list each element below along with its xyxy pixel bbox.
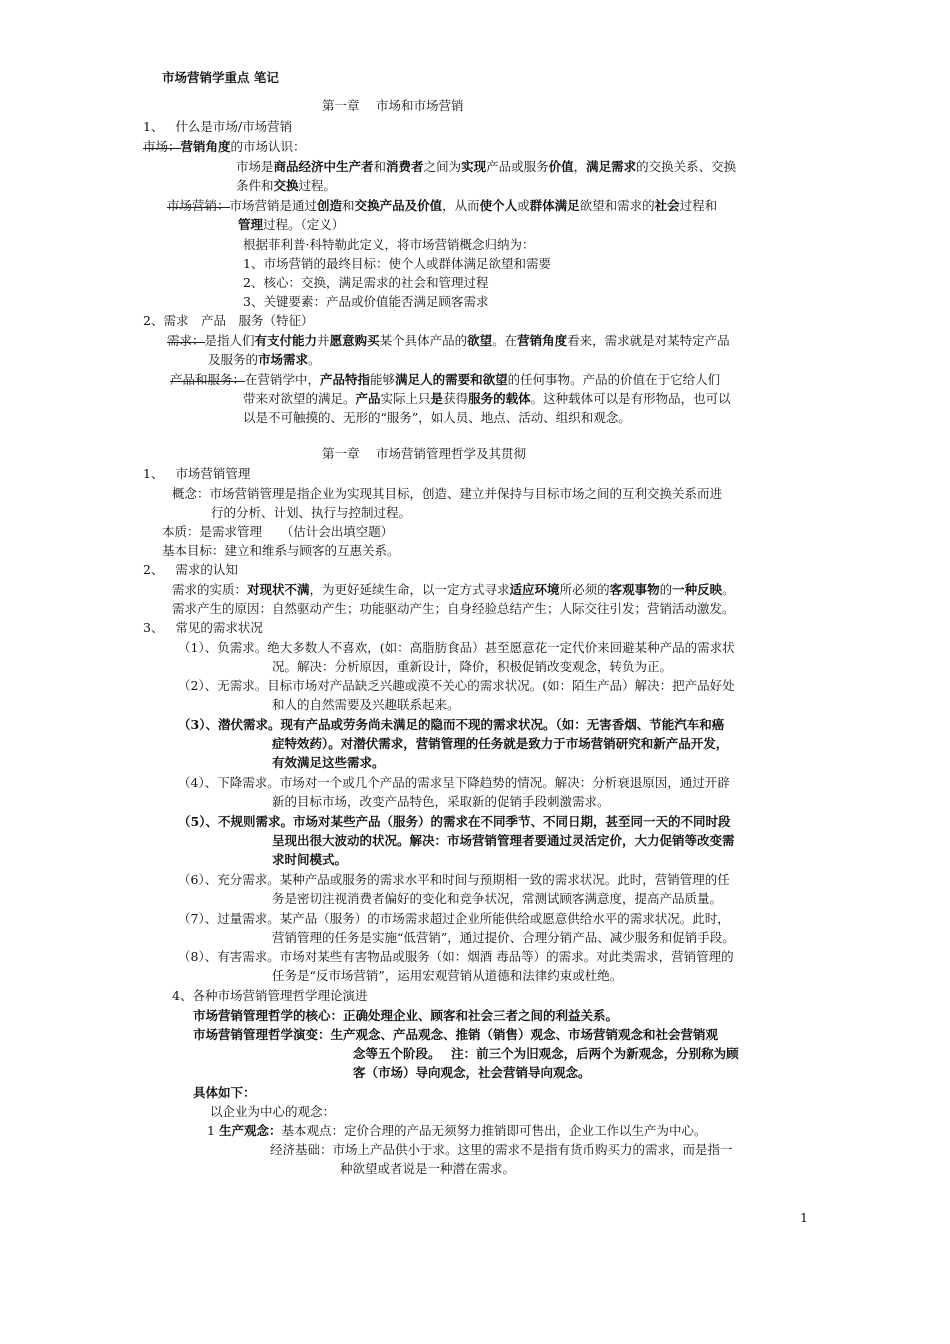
section-1-1-heading xyxy=(143,117,292,136)
text: 基本观点：定价合理的产品无须努力推销即可售出，企业工作以生产为中心。 xyxy=(281,1123,707,1138)
document-title: 市场营销学重点 笔记 xyxy=(162,70,279,85)
production-concept-line xyxy=(207,1121,706,1140)
economic-basis-label: 经济基础： xyxy=(270,1142,333,1157)
demand-item-1-line-1: （1）、负需求。绝大多数人不喜欢，(如：高脂肪食品）甚至愿意花一定代价来回避某种产品的需求状 xyxy=(178,640,735,655)
text: 产品或服务 xyxy=(486,159,549,174)
text-bold: 满足人的需要和欲望 xyxy=(395,372,508,387)
demand-item-8-line-2: 任务是“反市场营销”，运用宏观营销从道德和法律约束或杜绝。 xyxy=(272,968,623,983)
section-2-4-heading: 4、各种市场营销管理哲学理论演进 xyxy=(172,988,368,1003)
economic-basis-line-1 xyxy=(270,1140,733,1159)
philosophy-evolution-line-2: 念等五个阶段。 注：前三个为旧观念，后两个为新观念，分别称为顾 xyxy=(353,1046,739,1061)
text-bold: 欲望 xyxy=(467,333,493,348)
text: 的 xyxy=(659,582,673,597)
text: 和 xyxy=(373,159,387,174)
text: ，从而 xyxy=(442,198,480,213)
text-bold: 满足需求 xyxy=(586,159,637,174)
concept-line-2: 行的分析、计划、执行与控制过程。 xyxy=(211,505,412,520)
text: 在营销学中， xyxy=(245,372,321,387)
demand-item-3-line-1: （3）、潜伏需求。现有产品或劳务尚未满足的隐而不现的需求状况。（如：无害香烟、节能汽车和癌 xyxy=(178,717,725,732)
text-bold: 是 xyxy=(430,391,444,406)
details-heading: 具体如下： xyxy=(193,1085,256,1100)
text: 过程和 xyxy=(679,198,718,213)
product-label: 产品和服务： xyxy=(170,372,246,387)
demand-item-6-line-2: 务是密切注视消费者偏好的变化和竞争状况，常测试顾客满意度，提高产品质量。 xyxy=(272,891,723,906)
text: 带来对欲望的满足。 xyxy=(243,391,356,406)
product-definition-line-2 xyxy=(243,389,731,408)
text: 1 xyxy=(207,1123,219,1138)
summary-point-3: 3、关键要素：产品或价值能否满足顾客需求 xyxy=(243,294,489,309)
text: 所必须的 xyxy=(559,582,610,597)
basic-goal-line: 基本目标：建立和维系与顾客的互惠关系。 xyxy=(162,543,400,558)
text-bold: 价值 xyxy=(548,159,574,174)
text: 欲望和需求的 xyxy=(579,198,655,213)
text: 市场是 xyxy=(236,159,274,174)
essence-line: 本质：是需求管理 （估计会出填空题） xyxy=(162,524,394,539)
market-definition-line-2 xyxy=(236,176,336,195)
philip-kotler-summary: 根据菲利普·科特勒此定义，将市场营销概念归纳为： xyxy=(243,237,535,252)
text-bold: 营销角度 xyxy=(517,333,568,348)
section-number: 2、 xyxy=(143,562,164,577)
text: 过程。（定义） xyxy=(263,217,345,232)
section-title: 什么是市场/市场营销 xyxy=(175,119,293,134)
demand-item-4-line-1: （4）、下降需求。市场对一个或几个产品的需求呈下降趋势的情况。解决：分析衰退原因，通过开辟 xyxy=(178,775,730,790)
text: 。 xyxy=(722,582,735,597)
text: 生产观念、产品观念、推销（销售）观念、市场营销观念和社会营销观 xyxy=(330,1027,719,1042)
section-2-2-heading xyxy=(143,560,238,579)
text: 并 xyxy=(317,333,330,348)
text-bold: 对现状不满 xyxy=(247,582,310,597)
need-definition-line-1 xyxy=(167,331,730,350)
chapter-2-title: 第一章 市场营销管理哲学及其贯彻 xyxy=(322,446,526,461)
text-bold: 消费者 xyxy=(386,159,424,174)
section-title: 市场营销管理 xyxy=(175,466,251,481)
text-bold: 交换 xyxy=(273,178,299,193)
need-label: 需求： xyxy=(167,333,205,348)
text-bold: 服务的载体 xyxy=(468,391,531,406)
text: 的交换关系、交换 xyxy=(636,159,737,174)
marketing-definition-line-1 xyxy=(167,196,717,215)
text-bold: 交换产品及价值 xyxy=(354,198,443,213)
philosophy-evolution-line-3: 客（市场）导向观念，社会营销导向观念。 xyxy=(353,1065,591,1080)
section-number: 3、 xyxy=(143,620,164,635)
text: 及服务的 xyxy=(208,352,259,367)
text: ，为更好延续生命，以一定方式寻求 xyxy=(309,582,510,597)
text: 需求的实质： xyxy=(172,582,248,597)
text: 能够 xyxy=(370,372,396,387)
concept-line-1: 概念：市场营销管理是指企业为实现其目标，创造、建立并保持与目标市场之间的互利交换关系而进 xyxy=(172,486,723,501)
product-definition-line-1 xyxy=(170,370,720,389)
text: 获得 xyxy=(443,391,469,406)
summary-point-1: 1、市场营销的最终目标：使个人或群体满足欲望和需要 xyxy=(243,256,551,271)
text-bold: 使个人 xyxy=(479,198,518,213)
demand-item-3-line-2: 症特效药）。对潜伏需求，营销管理的任务就是致力于市场营销研究和新产品开发， xyxy=(272,736,729,751)
text: 的任何事物。产品的价值在于它给人们 xyxy=(507,372,721,387)
demand-item-5-line-2: 呈现出很大波动的状况。解决：市场营销管理者要通过灵活定价，大力促销等改变需 xyxy=(272,833,735,848)
text: 。 xyxy=(308,352,321,367)
demand-item-8-line-1: （8）、有害需求。市场对某些有害物品或服务（如：烟酒 毒品等）的需求。对此类需求，营销管理的 xyxy=(178,949,734,964)
text-bold: 愿意购买 xyxy=(329,333,380,348)
section-title: 需求的认知 xyxy=(175,562,238,577)
market-label: 市场： xyxy=(143,139,181,154)
text-bold: 商品经济中生产者 xyxy=(273,159,374,174)
demand-item-3-line-3: 有效满足这些需求。 xyxy=(272,755,385,770)
text: 实际上只 xyxy=(380,391,431,406)
text: 是指人们 xyxy=(204,333,255,348)
demand-item-6-line-1: （6）、充分需求。某种产品或服务的需求水平和时间与预期相一致的需求状况。此时，营销管理的任 xyxy=(178,872,730,887)
text-bold: 市场需求 xyxy=(258,352,309,367)
text: 或 xyxy=(517,198,530,213)
section-number: 1、 xyxy=(143,466,164,481)
market-label-rest: 的市场认识： xyxy=(230,139,306,154)
text-bold: 适应环境 xyxy=(509,582,560,597)
demand-item-4-line-2: 新的目标市场，改变产品特色，采取新的促销手段刺激需求。 xyxy=(272,794,610,809)
text-bold: 一种反映 xyxy=(672,582,723,597)
need-nature-line xyxy=(172,580,735,599)
text: 过程。 xyxy=(298,178,337,193)
text: 。在 xyxy=(492,333,518,348)
market-definition-line-1 xyxy=(236,157,736,176)
text: 看来，需求就是对某特定产品 xyxy=(567,333,730,348)
demand-item-2-line-2: 和人的自然需要及兴趣联系起来。 xyxy=(272,697,460,712)
text: 市场上产品供小于求。这里的需求不是指有货币购买力的需求，而是指一 xyxy=(332,1142,733,1157)
section-2-3-heading xyxy=(143,618,263,637)
company-center-heading: 以企业为中心的观念： xyxy=(210,1104,336,1119)
text: 市场营销是通过 xyxy=(229,198,318,213)
philosophy-evolution-line-1 xyxy=(193,1025,718,1044)
marketing-label: 市场营销： xyxy=(167,198,230,213)
text-bold: 生产观念： xyxy=(218,1123,282,1138)
section-1-2-heading: 2、需求 产品 服务（特征） xyxy=(143,313,314,328)
text: 和 xyxy=(342,198,355,213)
text-bold: 有支付能力 xyxy=(254,333,318,348)
demand-item-5-line-3: 求时间模式。 xyxy=(272,852,348,867)
section-number: 1、 xyxy=(143,119,164,134)
text: 之间为 xyxy=(423,159,462,174)
demand-item-7-line-2: 营销管理的任务是实施“低营销”，通过提价、合理分销产品、减少服务和促销手段。 xyxy=(272,930,735,945)
need-causes-line: 需求产生的原因：自然驱动产生；功能驱动产生；自身经验总结产生；人际交往引发；营销活动激发。 xyxy=(172,601,735,616)
need-definition-line-2 xyxy=(208,350,321,369)
text-bold: 创造 xyxy=(317,198,343,213)
page-number: 1 xyxy=(800,1210,808,1225)
section-2-1-heading xyxy=(143,464,250,483)
text-bold: 产品 xyxy=(355,391,381,406)
economic-basis-line-2: 种欲望或者说是一种潜在需求。 xyxy=(340,1161,516,1176)
text-bold: 客观事物 xyxy=(609,582,660,597)
section-title: 常见的需求状况 xyxy=(175,620,263,635)
text-bold: 群体满足 xyxy=(529,198,580,213)
text: 某个具体产品的 xyxy=(379,333,468,348)
market-label-bold: 营销角度 xyxy=(180,139,231,154)
evolution-label: 市场营销管理哲学演变： xyxy=(193,1027,331,1042)
product-definition-line-3: 以是不可触摸的、无形的“服务”，如人员、地点、活动、组织和观念。 xyxy=(243,410,631,425)
summary-point-2: 2、核心：交换，满足需求的社会和管理过程 xyxy=(243,275,489,290)
text: ， xyxy=(573,159,587,174)
demand-item-2-line-1: （2）、无需求。目标市场对产品缺乏兴趣或漠不关心的需求状况。(如：陌生产品）解决：把产品好处 xyxy=(178,678,735,693)
text-bold: 产品特指 xyxy=(320,372,371,387)
text-bold: 管理 xyxy=(238,217,264,232)
demand-item-1-line-2: 况。解决：分析原因，重新设计，降价，积极促销改变观念，转负为正。 xyxy=(272,659,673,674)
philosophy-core: 市场营销管理哲学的核心：正确处理企业、顾客和社会三者之间的利益关系。 xyxy=(193,1008,619,1023)
marketing-definition-line-2 xyxy=(238,215,344,234)
text-bold: 实现 xyxy=(461,159,487,174)
market-definition-label xyxy=(143,137,306,156)
text: 。这种载体可以是有形物品，也可以 xyxy=(530,391,731,406)
chapter-1-title: 第一章 市场和市场营销 xyxy=(322,98,464,113)
text: 条件和 xyxy=(236,178,274,193)
text-bold: 社会 xyxy=(654,198,680,213)
demand-item-7-line-1: （7）、过量需求。某产品（服务）的市场需求超过企业所能供给或愿意供给水平的需求状况。此时， xyxy=(178,911,730,926)
demand-item-5-line-1: （5）、不规则需求。市场对某些产品（服务）的需求在不同季节、不同日期，甚至同一天的不同时段 xyxy=(178,814,731,829)
